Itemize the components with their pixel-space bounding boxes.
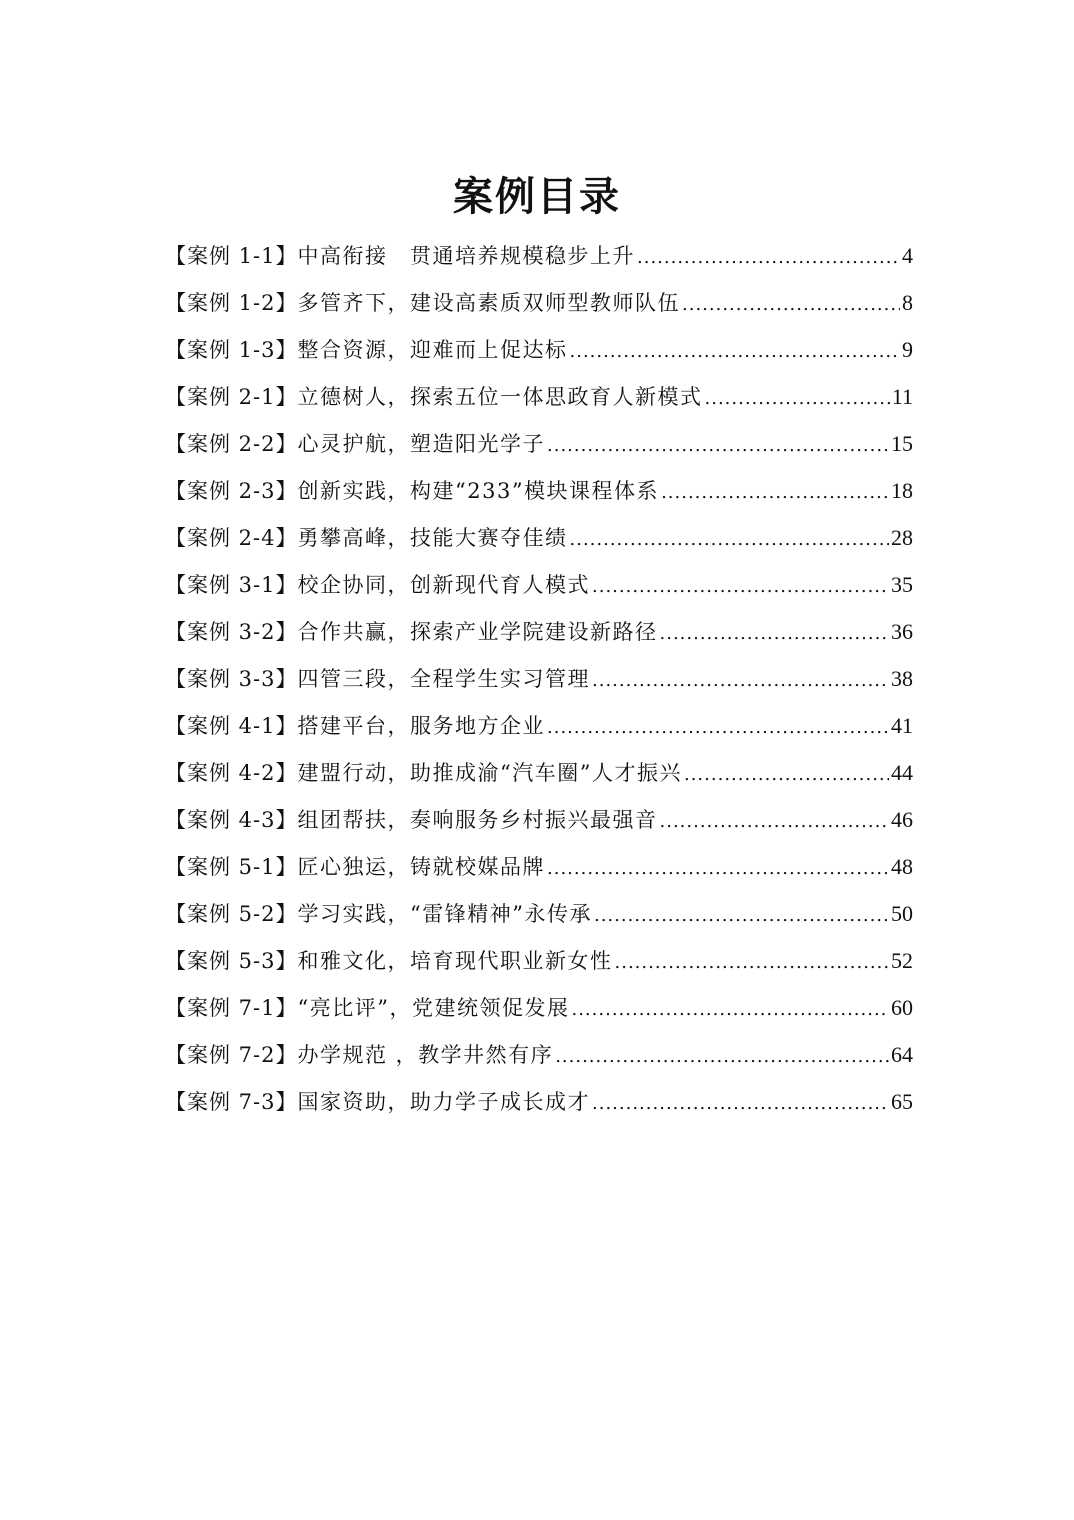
toc-entry[interactable] [165, 373, 913, 420]
toc-entry[interactable] [165, 514, 913, 561]
case-number: 【案例 2-4】 [165, 526, 298, 550]
case-number: 【案例 4-3】 [165, 808, 298, 832]
case-number: 【案例 7-3】 [165, 1090, 298, 1114]
page-number: 35 [891, 572, 913, 597]
dot-leader [615, 938, 890, 986]
page-number: 9 [902, 337, 913, 362]
dot-leader [547, 421, 889, 469]
page-number: 41 [891, 713, 913, 738]
toc-entry[interactable] [165, 843, 913, 890]
case-number: 【案例 1-3】 [165, 338, 298, 362]
case-title: 创新实践，构建“233”模块课程体系 [297, 479, 660, 503]
dot-leader [594, 891, 889, 939]
case-number: 【案例 2-3】 [165, 479, 298, 503]
dot-leader [682, 280, 900, 328]
case-title: 建盟行动，助推成渝“汽车圈”人才振兴 [297, 761, 682, 785]
toc-entry[interactable] [165, 749, 913, 796]
case-number: 【案例 4-1】 [165, 714, 298, 738]
page-number: 38 [891, 666, 913, 691]
case-title: 组团帮扶，奏响服务乡村振兴最强音 [297, 808, 658, 832]
toc-entry[interactable] [165, 279, 913, 326]
toc-entry[interactable] [165, 1031, 913, 1078]
toc-entry[interactable] [165, 984, 913, 1031]
page-number: 48 [891, 854, 913, 879]
dot-leader [592, 656, 889, 704]
dot-leader [547, 844, 889, 892]
toc-entry[interactable] [165, 232, 913, 279]
case-title: 合作共赢，探索产业学院建设新路径 [297, 620, 658, 644]
page-number: 44 [891, 760, 913, 785]
table-of-contents [165, 232, 913, 1125]
case-title: 多管齐下，建设高素质双师型教师队伍 [297, 291, 680, 315]
case-title: 匠心独运，铸就校媒品牌 [297, 855, 545, 879]
case-title: 四管三段，全程学生实习管理 [297, 667, 590, 691]
case-number: 【案例 4-2】 [165, 761, 298, 785]
case-number: 【案例 2-2】 [165, 432, 298, 456]
toc-entry[interactable] [165, 702, 913, 749]
toc-entry[interactable] [165, 655, 913, 702]
toc-entry[interactable] [165, 796, 913, 843]
case-number: 【案例 1-2】 [165, 291, 298, 315]
page-number: 8 [902, 290, 913, 315]
case-number: 【案例 3-3】 [165, 667, 298, 691]
dot-leader [660, 797, 890, 845]
page-number: 65 [891, 1089, 913, 1114]
toc-entry[interactable] [165, 326, 913, 373]
page-number: 52 [891, 948, 913, 973]
case-number: 【案例 3-1】 [165, 573, 298, 597]
dot-leader [592, 562, 889, 610]
case-number: 【案例 7-1】 [165, 996, 298, 1020]
case-title: 和雅文化，培育现代职业新女性 [297, 949, 613, 973]
case-title: 学习实践，“雷锋精神”永传承 [297, 902, 592, 926]
dot-leader [661, 468, 889, 516]
case-number: 【案例 7-2】 [165, 1043, 298, 1067]
dot-leader [570, 327, 901, 375]
toc-entry[interactable] [165, 937, 913, 984]
page-title: 案例目录 [453, 172, 621, 220]
page-number: 46 [891, 807, 913, 832]
toc-entry[interactable] [165, 1078, 913, 1125]
page-number: 50 [891, 901, 913, 926]
case-number: 【案例 2-1】 [165, 385, 298, 409]
page-number: 36 [891, 619, 913, 644]
dot-leader [660, 609, 890, 657]
toc-entry[interactable] [165, 890, 913, 937]
dot-leader [684, 750, 889, 798]
case-number: 【案例 5-1】 [165, 855, 298, 879]
dot-leader [592, 1079, 889, 1127]
dot-leader [570, 515, 890, 563]
dot-leader [571, 985, 889, 1033]
page-number: 64 [891, 1042, 913, 1067]
case-title: 中高衔接 贯通培养规模稳步上升 [297, 244, 635, 268]
case-title: 整合资源，迎难而上促达标 [297, 338, 568, 362]
page-number: 18 [891, 478, 913, 503]
toc-entry[interactable] [165, 467, 913, 514]
case-title: 立德树人，探索五位一体思政育人新模式 [297, 385, 703, 409]
case-title: 校企协同，创新现代育人模式 [297, 573, 590, 597]
case-number: 【案例 5-3】 [165, 949, 298, 973]
case-number: 【案例 5-2】 [165, 902, 298, 926]
page-number: 15 [891, 431, 913, 456]
case-title: 办学规范 ，教学井然有序 [297, 1043, 554, 1067]
page-number: 28 [891, 525, 913, 550]
case-title: 勇攀高峰，技能大赛夺佳绩 [297, 526, 568, 550]
dot-leader [555, 1032, 889, 1080]
dot-leader [547, 703, 889, 751]
toc-entry[interactable] [165, 608, 913, 655]
case-title: 心灵护航，塑造阳光学子 [297, 432, 545, 456]
case-title: “亮比评”，党建统领促发展 [297, 996, 570, 1020]
case-title: 国家资助，助力学子成长成才 [297, 1090, 590, 1114]
case-number: 【案例 3-2】 [165, 620, 298, 644]
page-number: 60 [891, 995, 913, 1020]
case-title: 搭建平台，服务地方企业 [297, 714, 545, 738]
toc-entry[interactable] [165, 561, 913, 608]
page-number: 11 [891, 384, 913, 409]
dot-leader [705, 374, 890, 422]
page-number: 4 [902, 243, 913, 268]
dot-leader [637, 233, 900, 281]
case-number: 【案例 1-1】 [165, 244, 298, 268]
toc-entry[interactable] [165, 420, 913, 467]
